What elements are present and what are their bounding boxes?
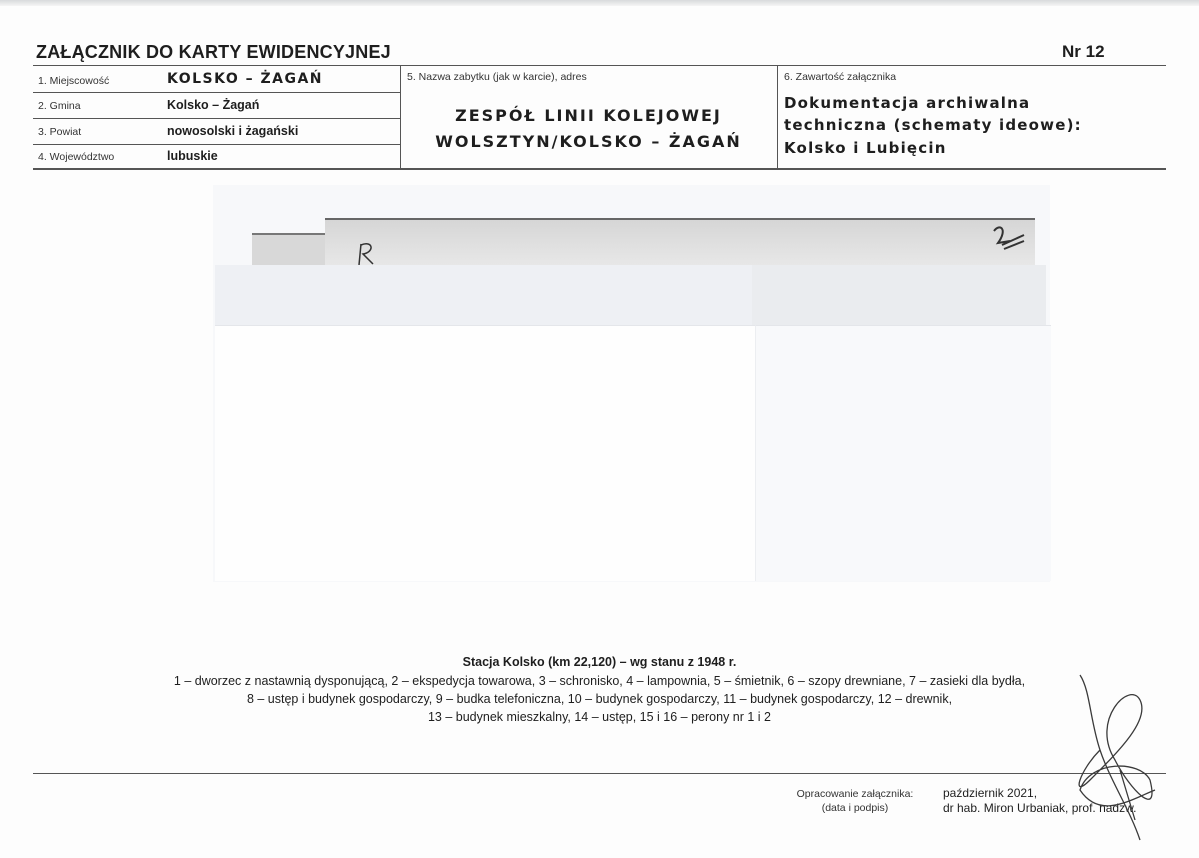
table-bottom-border: [33, 168, 1166, 170]
footer-divider: [33, 773, 1166, 774]
row-divider: [33, 118, 400, 119]
document-title: ZAŁĄCZNIK DO KARTY EWIDENCYJNEJ: [36, 42, 391, 62]
table-top-border: [33, 65, 1166, 66]
scan-panel: [752, 265, 1046, 325]
scan-panel: [215, 325, 755, 581]
scan-panel: [755, 325, 1051, 581]
attachment-number: Nr 12: [1062, 42, 1105, 61]
scan-paper-fragment: [252, 233, 327, 269]
row-divider: [33, 92, 400, 93]
signature: [1060, 660, 1170, 850]
row-divider: [33, 144, 400, 145]
scanned-plan-image: [213, 185, 1050, 582]
scan-edge: [0, 0, 1199, 6]
column-divider: [777, 65, 778, 169]
scan-panel: [215, 265, 752, 325]
handwritten-number: [988, 223, 1028, 263]
scan-paper-strip: [325, 218, 1035, 270]
